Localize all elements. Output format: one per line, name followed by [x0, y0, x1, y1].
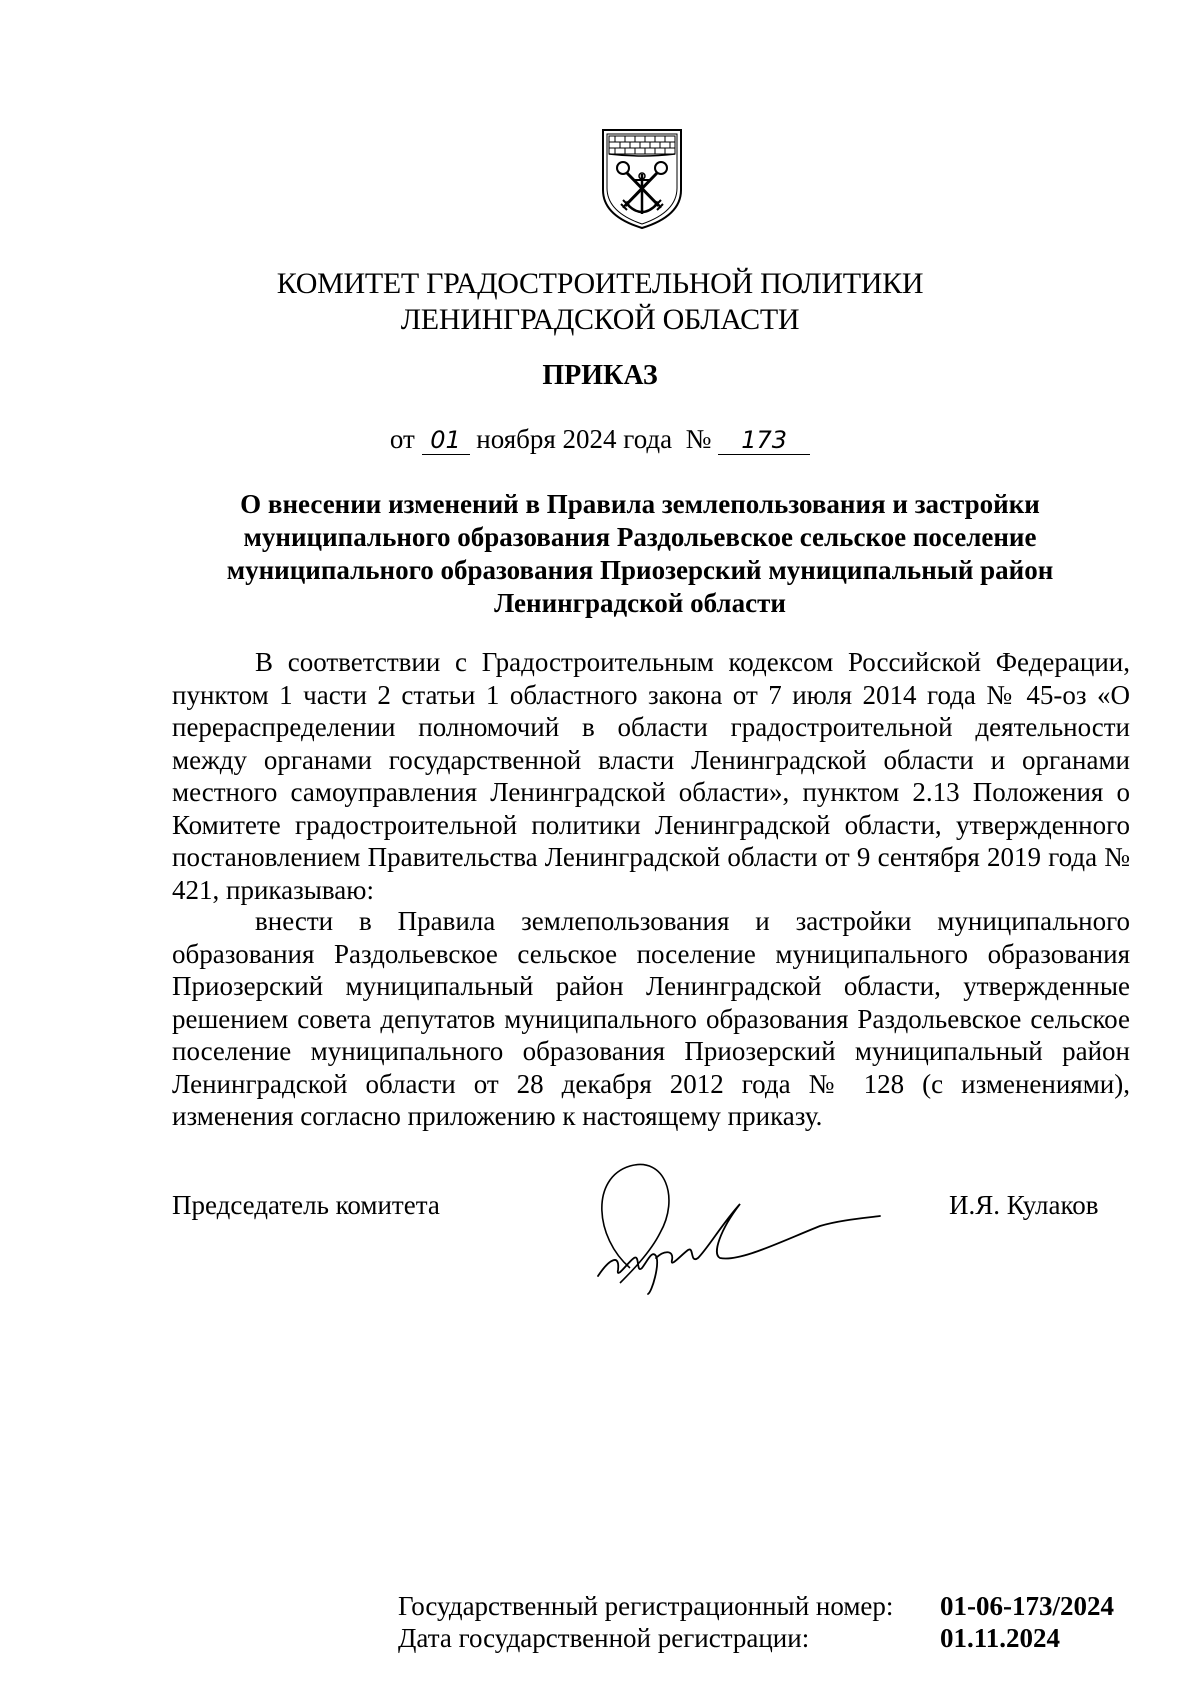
leningrad-oblast-coat-of-arms-icon	[601, 128, 683, 230]
registration-number-value: 01-06-173/2024	[940, 1591, 1114, 1621]
document-title: О внесении изменений в Правила землепользования и застройки муниципального образования Раздольевское сельское поселение муниципального образования Приозерский муниципальный район Ленинградской области	[226, 489, 1054, 618]
body-paragraph-1: В соответствии с Градостроительным кодексом Российской Федерации, пунктом 1 части 2 статьи 1 областного закона от 7 июля 2014 года № 45-оз «О перераспределении полномочий в области градостроительной деятельности между органами государственной власти Ленинградской области и органами местного самоуправления Ленинградской области», пунктом 2.13 Положения о Комитете градостроительной политики Ленинградской области, утвержденного постановлением Правительства Ленинградской области от 9 сентября 2019 года № 421, приказываю:	[172, 647, 1130, 905]
date-month-year: ноября 2024 года	[476, 424, 673, 454]
registration-date-value: 01.11.2024	[940, 1623, 1061, 1653]
document-type: ПРИКАЗ	[542, 360, 658, 391]
handwritten-number: 173	[718, 426, 810, 455]
body-paragraph-2: внести в Правила землепользования и застройки муниципального образования Раздольевское сельское поселение муниципального образования Приозерский муниципальный район Ленинградской области, утвержденные решением совета депутатов муниципального образования Раздольевское сельское поселение муниципального образования Приозерский муниципальный район Ленинградской области от 28 декабря 2012 года № 128 (с изменениями), изменения согласно приложению к настоящему приказу.	[172, 906, 1130, 1131]
registration-number-label: Государственный регистрационный номер:	[398, 1591, 894, 1621]
registration-date-label: Дата государственной регистрации:	[398, 1623, 810, 1653]
signatory-name: И.Я. Кулаков	[949, 1190, 1099, 1220]
org-name-line1: КОМИТЕТ ГРАДОСТРОИТЕЛЬНОЙ ПОЛИТИКИ	[276, 267, 924, 300]
number-sign: №	[685, 424, 712, 454]
org-name-line2: ЛЕНИНГРАДСКОЙ ОБЛАСТИ	[400, 303, 800, 336]
date-prefix: от	[389, 424, 415, 454]
handwritten-signature	[590, 1158, 910, 1298]
signatory-role: Председатель комитета	[172, 1190, 440, 1220]
date-line	[0, 424, 1200, 455]
handwritten-day: 01	[422, 426, 470, 455]
